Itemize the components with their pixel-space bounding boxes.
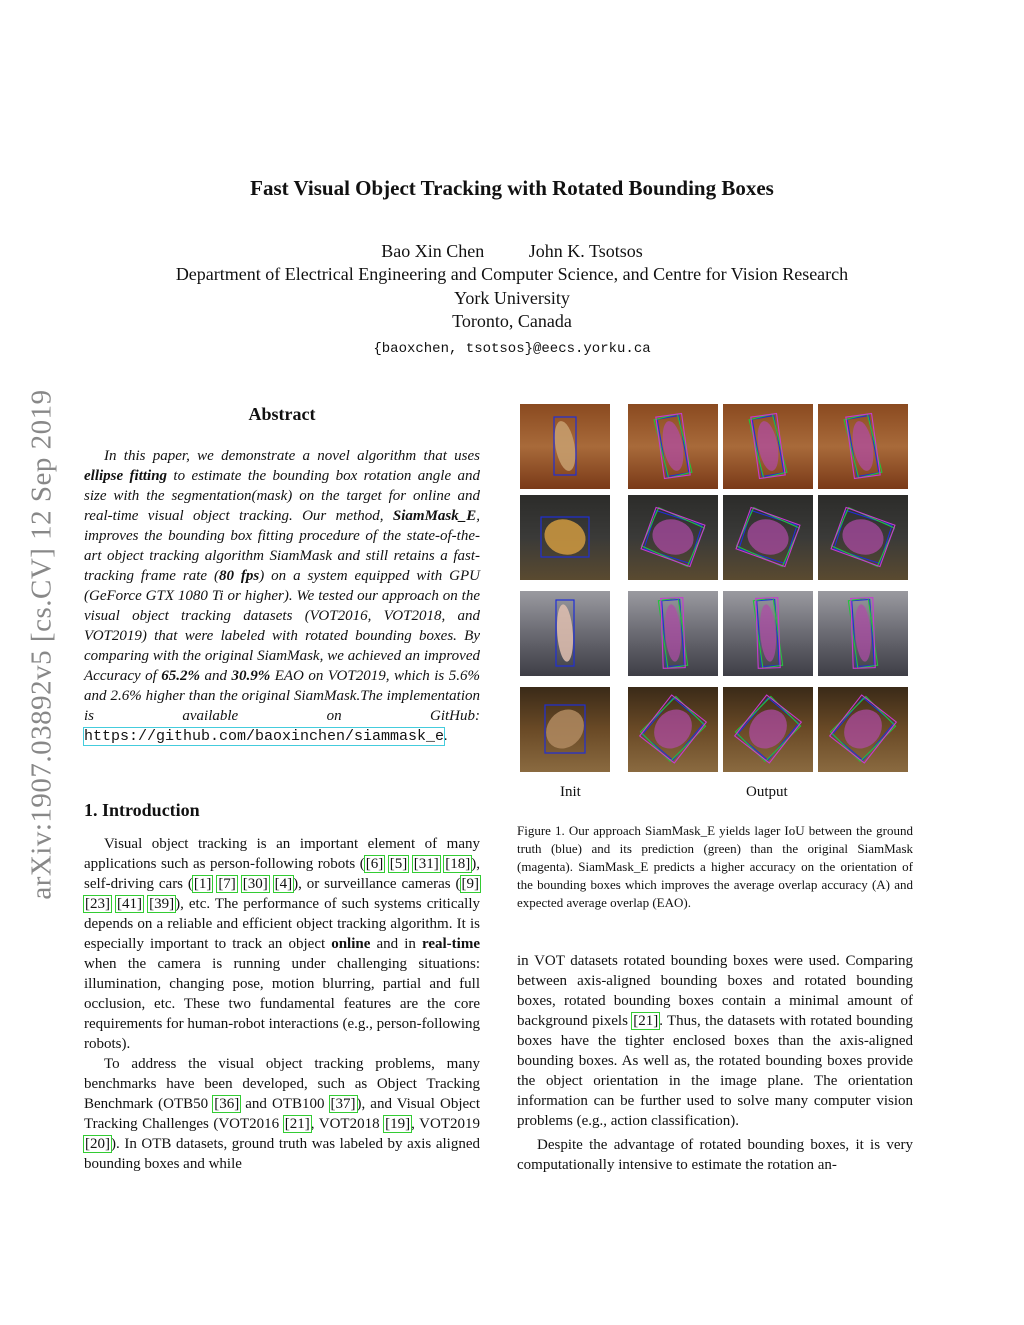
eao-value: 30.9% xyxy=(231,668,271,684)
right-paragraph-1: in VOT datasets rotated bounding boxes were used. Comparing between axis-aligned bounding boxes and rotated bounding boxes, rotated bounding boxes contain a minimal amount of background pixels [21]. Thus, the datasets with rotated bounding boxes have the tighter enclosed boxes than the axis-aligned bounding boxes. As well as, the rotated bounding boxes provide the object orientation in the image plane. The orientation information can be further used to solve many computer vision problems (e.g., action classification). xyxy=(517,953,913,1129)
figure-tile-r4-c3 xyxy=(723,687,813,772)
figure-1-image-grid xyxy=(520,404,912,780)
arxiv-side-stamp: arXiv:1907.03892v5 [cs.CV] 12 Sep 2019 xyxy=(25,389,58,900)
citation-link[interactable]: [18] xyxy=(445,856,471,872)
figure-tile-r2-c2 xyxy=(628,495,718,580)
affiliation-line-3: Toronto, Canada xyxy=(452,311,572,331)
figure-label-output: Output xyxy=(746,784,788,800)
figure-tile-r2-c3 xyxy=(723,495,813,580)
figure-tile-r4-c4 xyxy=(818,687,908,772)
figure-tile-r1-c2 xyxy=(628,404,718,489)
citation-link[interactable]: [19] xyxy=(385,1116,411,1132)
method-name: SiamMask_E xyxy=(392,508,477,524)
figure-tile-r3-c2 xyxy=(628,591,718,676)
figure-1-caption: Figure 1. Our approach SiamMask_E yields lager IoU between the ground truth (blue) and its prediction (green) than the original SiamMask (magenta). SiamMask_E predicts a higher accuracy on the orientation of the bounding boxes which improves the average overlap accuracy (A) and expected average overlap (EAO). xyxy=(517,823,913,910)
citation-link[interactable]: [6] xyxy=(365,856,384,872)
figure-tile-r1-c1 xyxy=(520,404,610,489)
citation-link[interactable]: [31] xyxy=(413,856,439,872)
paper-title: Fast Visual Object Tracking with Rotated Bounding Boxes xyxy=(250,176,774,200)
right-paragraph-2: Despite the advantage of rotated bounding boxes, it is very computationally intensive to estimate the rotation an- xyxy=(517,1137,913,1173)
citation-link[interactable]: [23] xyxy=(85,896,110,912)
citation-link[interactable]: [37] xyxy=(330,1096,356,1112)
intro-body xyxy=(84,834,480,1174)
figure-tile-r1-c4 xyxy=(818,404,908,489)
citation-link[interactable]: [7] xyxy=(218,876,236,892)
citation-link[interactable]: [21] xyxy=(633,1013,659,1029)
figure-tile-r4-c1 xyxy=(520,687,610,772)
authors xyxy=(0,241,1024,262)
author-1: Bao Xin Chen xyxy=(381,241,485,261)
author-2: John K. Tsotsos xyxy=(528,241,643,261)
ellipse-fitting-term: ellipse fitting xyxy=(84,468,168,484)
figure-label-init: Init xyxy=(560,784,581,800)
figure-tile-r4-c2 xyxy=(628,687,718,772)
abstract-text: In this paper, we demonstrate a novel algorithm that uses ellipse fitting to estimate the bounding box rotation angle and size with the segmentation(mask) on the target for online and real-time visual object tracking. Our method, SiamMask_E, improves the bounding box fitting procedure of the state-of-the-art object tracking algorithm SiamMask and still retains a fast-tracking frame rate (80 fps) on a system equipped with GPU (GeForce GTX 1080 Ti or higher). We tested our approach on the visual object tracking datasets (VOT2016, VOT2018, and VOT2019) that were labeled with rotated bounding boxes. By comparing with the original SiamMask, we achieved an improved Accuracy of 65.2% and 30.9% EAO on VOT2019, which is 5.6% and 2.6% higher than the original SiamMask.The implementation is available on GitHub: https://github.com/baoxinchen/siammask_e. xyxy=(84,448,480,745)
figure-tile-r3-c1 xyxy=(520,591,610,676)
intro-paragraph-1: Visual object tracking is an important element of many applications such as person-following robots ([6] [5] [31] [18]), self-driving cars ([1] [7] [30] [4]), or surveillance cameras ([9] [23] [41] [39]), etc. The performance of such systems critically depends on a reliable and efficient object tracking algorithm. It is especially important to track an object online and in real-time when the camera is running under challenging situations: illumination, changing pose, motion blurring, partial and full occlusion, etc. These two fundamental features are the core requirements for human-robot interactions (e.g., person-following robots). xyxy=(84,836,481,1052)
affiliation-line-1: Department of Electrical Engineering and Computer Science, and Centre for Vision Research xyxy=(175,264,849,284)
citation-link[interactable]: [4] xyxy=(274,876,293,892)
bold-term: real-time xyxy=(421,936,480,952)
bold-term: online xyxy=(331,936,371,952)
citation-link[interactable]: [1] xyxy=(193,876,212,892)
affiliation-line-2: York University xyxy=(454,288,570,308)
figure-tile-r2-c4 xyxy=(818,495,908,580)
abstract-heading: Abstract xyxy=(248,404,316,424)
github-link[interactable]: https://github.com/baoxinchen/siammask_e xyxy=(84,728,445,745)
citation-link[interactable]: [36] xyxy=(214,1096,240,1112)
citation-link[interactable]: [9] xyxy=(461,876,479,892)
author-emails: {baoxchen, tsotsos}@eecs.yorku.ca xyxy=(373,341,651,357)
citation-link[interactable]: [30] xyxy=(242,876,268,892)
citation-link[interactable]: [39] xyxy=(149,896,175,912)
citation-link[interactable]: [41] xyxy=(117,896,143,912)
accuracy-value: 65.2% xyxy=(161,668,201,684)
right-column-body xyxy=(517,951,913,1175)
figure-tile-r1-c3 xyxy=(723,404,813,489)
intro-paragraph-2: To address the visual object tracking problems, many benchmarks have been developed, such as Object Tracking Benchmark (OTB50 [36] and OTB100 [37]), and Visual Object Tracking Challenges (VOT2016 [21], VOT2018 [19], VOT2019 [20]). In OTB datasets, ground truth was labeled by axis aligned bounding boxes and while xyxy=(84,1056,480,1172)
citation-link[interactable]: [20] xyxy=(85,1136,110,1152)
figure-tile-r3-c4 xyxy=(818,591,908,676)
citation-link[interactable]: [21] xyxy=(284,1116,310,1132)
fps-value: 80 fps xyxy=(218,568,260,584)
figure-tile-r3-c3 xyxy=(723,591,813,676)
intro-heading: 1. Introduction xyxy=(84,800,200,820)
citation-link[interactable]: [5] xyxy=(389,856,408,872)
figure-tile-r2-c1 xyxy=(520,495,610,580)
